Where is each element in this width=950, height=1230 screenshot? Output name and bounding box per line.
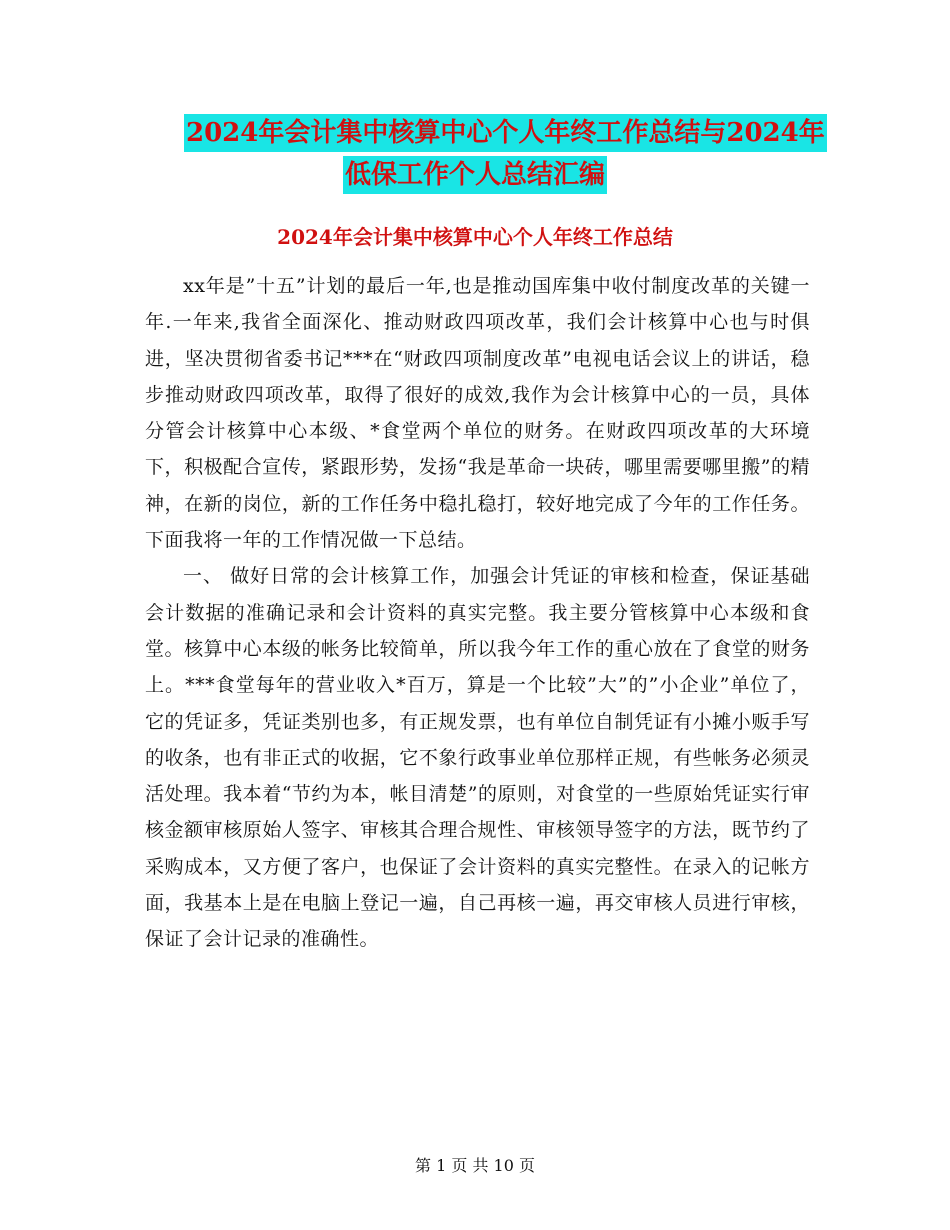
page-footer: 第 1 页 共 10 页 [415,1156,535,1175]
body-text [145,268,810,958]
paragraph-1: xx年是”十五”计划的最后一年,也是推动国库集中收付制度改革的关键一年.一年来,我省全面深化、推动财政四项改革，我们会计核算中心也与时俱进，坚决贯彻省委书记***在“财政四项制度改革”电视电话会议上的讲话，稳步推动财政四项改革，取得了很好的成效,我作为会计核算中心的一员，具体分管会计核算中心本级、*食堂两个单位的财务。在财政四项改革的大环境下，积极配合宣传，紧跟形势，发扬“我是革命一块砖，哪里需要哪里搬”的精神，在新的岗位，新的工作任务中稳扎稳打，较好地完成了今年的工作任务。下面我将一年的工作情况做一下总结。 [145,275,810,552]
paragraph-2: 一、 做好日常的会计核算工作，加强会计凭证的审核和检查，保证基础会计数据的准确记录和会计资料的真实完整。我主要分管核算中心本级和食堂。核算中心本级的帐务比较简单，所以我今年工作的重心放在了食堂的财务上。***食堂每年的营业收入*百万，算是一个比较”大”的”小企业”单位了，它的凭证多，凭证类别也多，有正规发票，也有单位自制凭证有小摊小贩手写的收条，也有非正式的收据，它不象行政事业单位那样正规，有些帐务必须灵活处理。我本着“节约为本，帐目清楚”的原则，对食堂的一些原始凭证实行审核金额审核原始人签字、审核其合理合规性、审核领导签字的方法，既节约了采购成本，又方便了客户，也保证了会计资料的真实完整性。在录入的记帐方面，我基本上是在电脑上登记一遍，自己再核一遍，再交审核人员进行审核，保证了会计记录的准确性。 [145,565,810,951]
document-title-line-2: 低保工作个人总结汇编 [343,156,607,194]
section-title: 2024年会计集中核算中心个人年终工作总结 [277,225,673,249]
document-title-line-1: 2024年会计集中核算中心个人年终工作总结与2024年 [184,114,827,152]
